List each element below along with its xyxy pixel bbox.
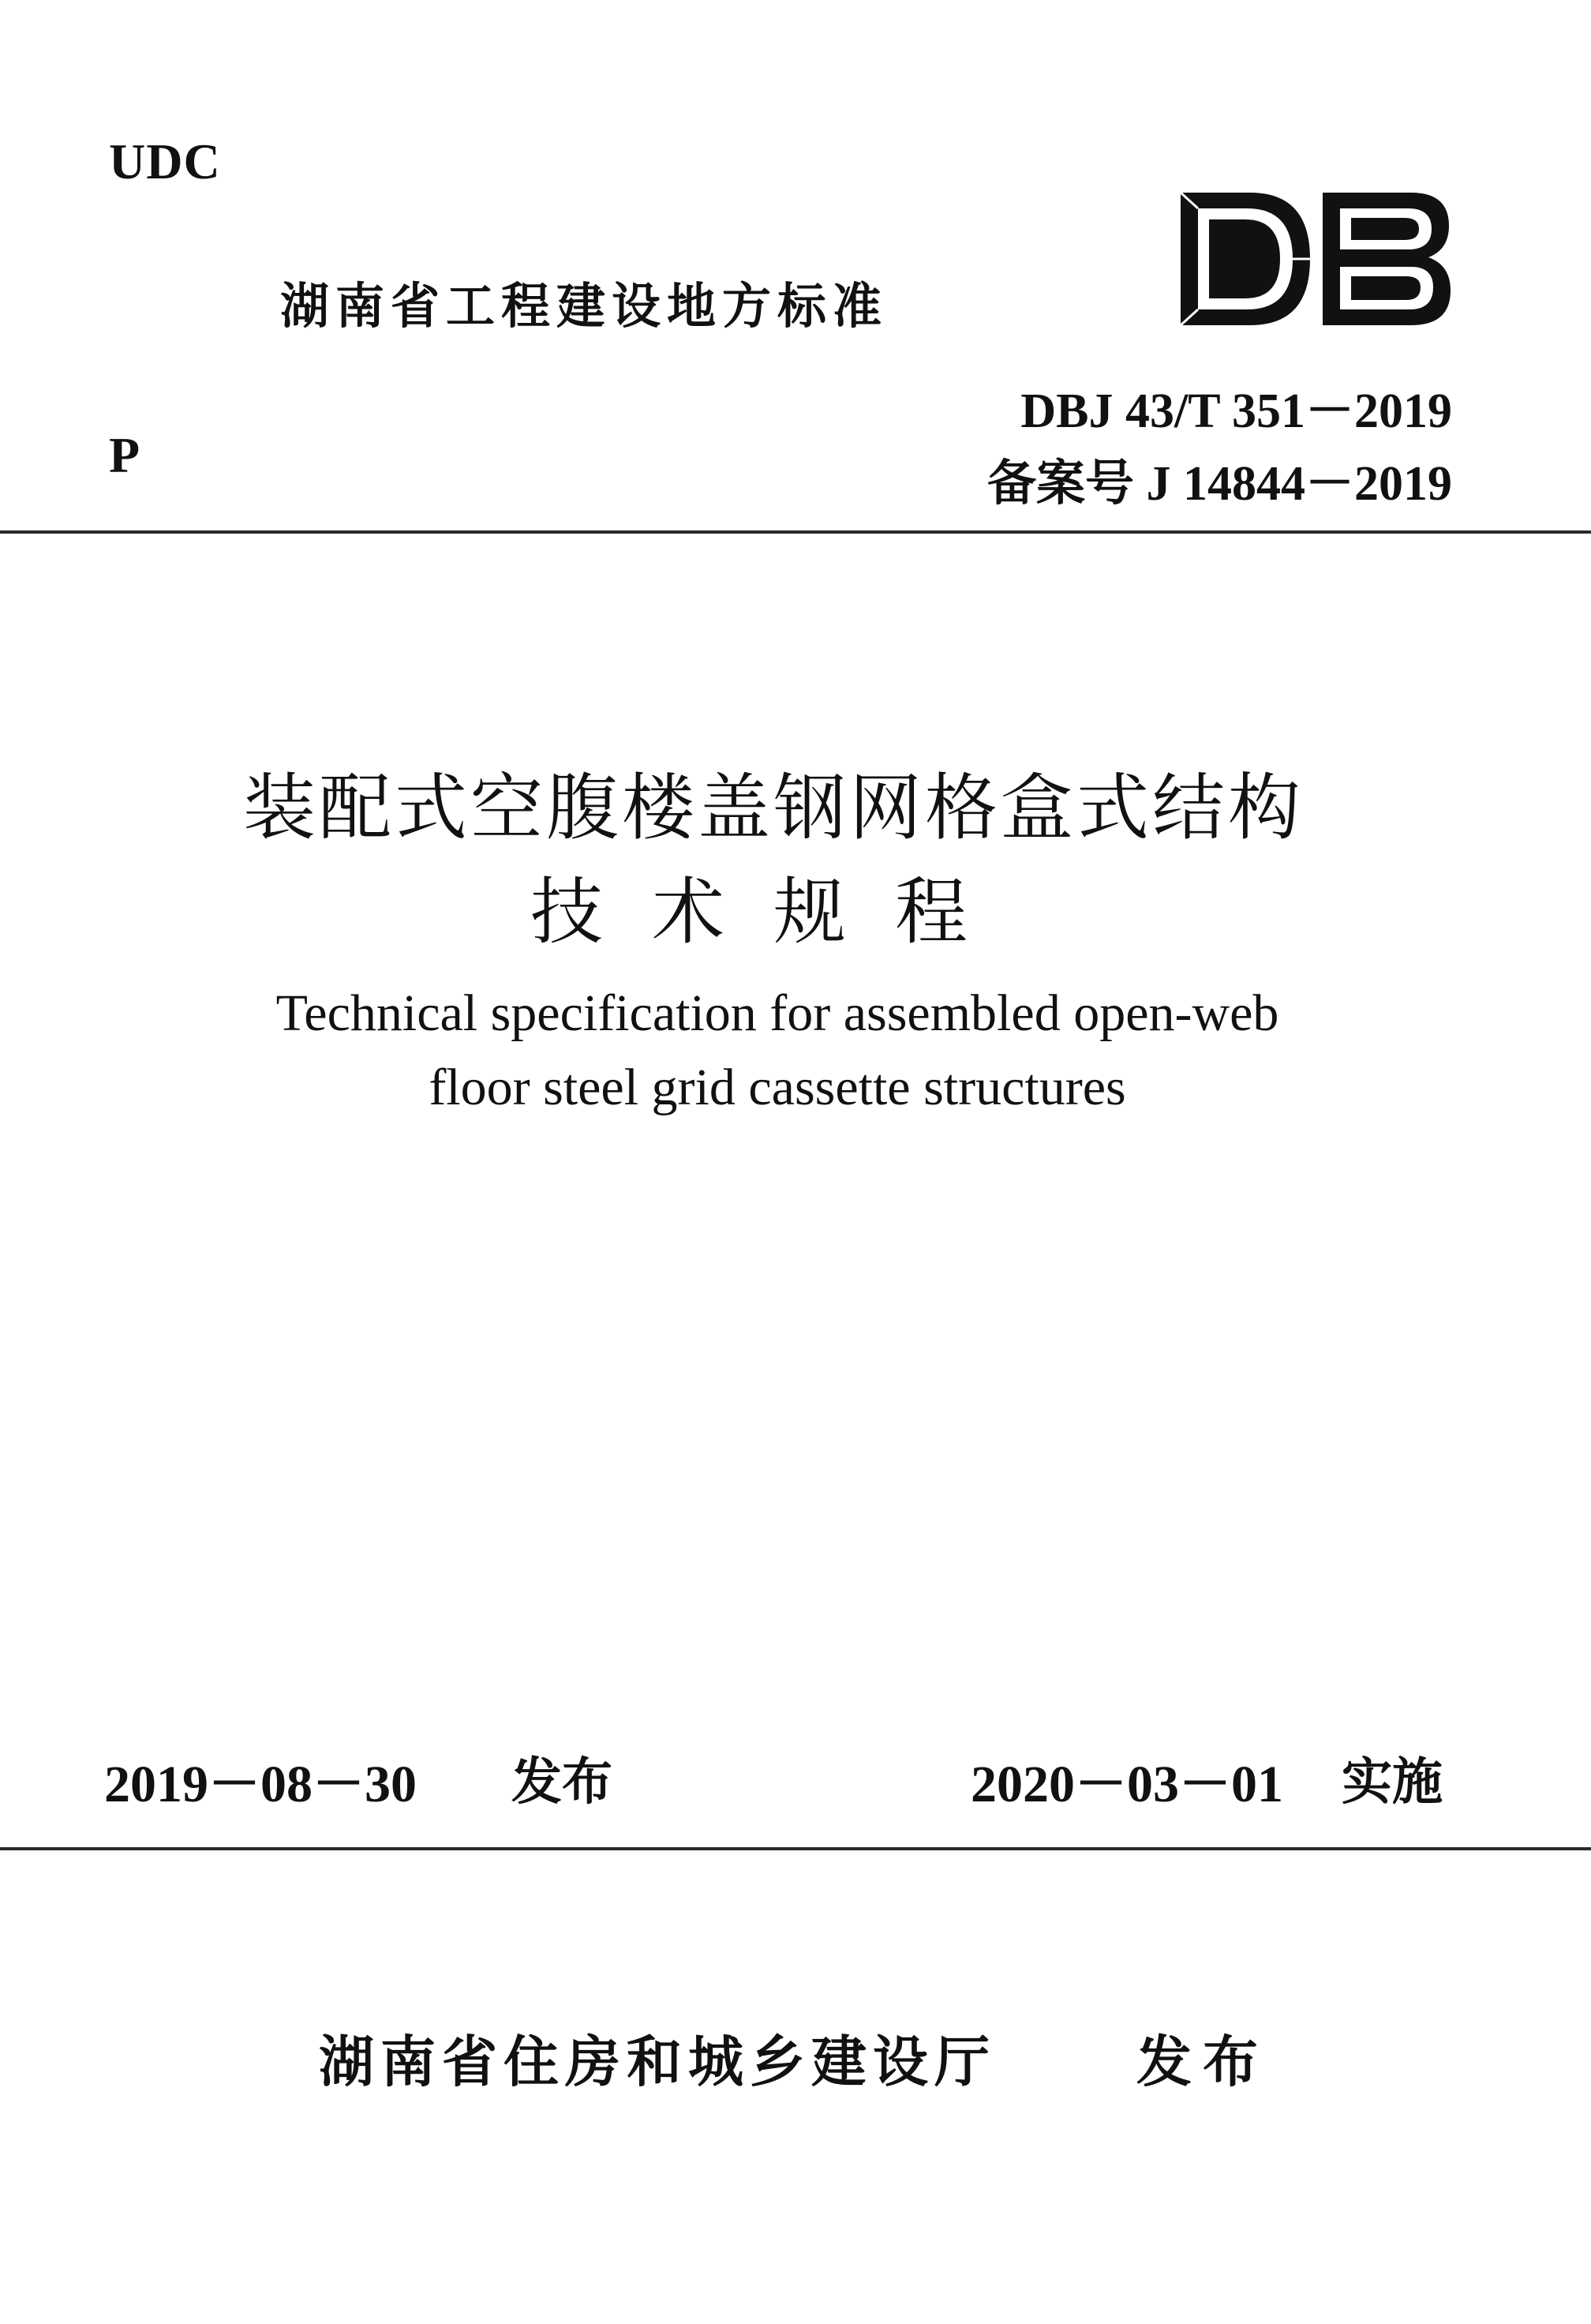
issue-label: 发布 (511, 1753, 612, 1812)
category-label: P (109, 427, 140, 483)
title-chinese-line1: 装配式空腹楼盖钢网格盒式结构 (242, 766, 1304, 850)
standard-type: 湖南省工程建设地方标准 (280, 277, 889, 335)
title-chinese-line2: 技术规程 (530, 870, 1016, 954)
db-logo-letter-b (1323, 193, 1451, 325)
issue-date: 2019－08－30 (104, 1756, 417, 1813)
udc-label: UDC (109, 133, 221, 189)
bottom-divider (0, 1847, 1591, 1850)
title-english-line2: floor steel grid cassette structures (429, 1059, 1126, 1116)
db-logo-letter-d (1181, 193, 1310, 325)
title-english-line1: Technical specification for assembled open-web (275, 984, 1279, 1042)
db-logo (1177, 189, 1454, 328)
standard-number: DBJ 43/T 351－2019 (1020, 384, 1452, 438)
issuer-name: 湖南省住房和城乡建设厅 (319, 2030, 996, 2094)
effective-date: 2020－03－01 (971, 1756, 1283, 1813)
effective-label: 实施 (1342, 1753, 1443, 1812)
top-divider (0, 530, 1591, 534)
issuer-action: 发布 (1136, 2030, 1269, 2094)
record-number: 备案号 J 14844－2019 (986, 457, 1452, 511)
